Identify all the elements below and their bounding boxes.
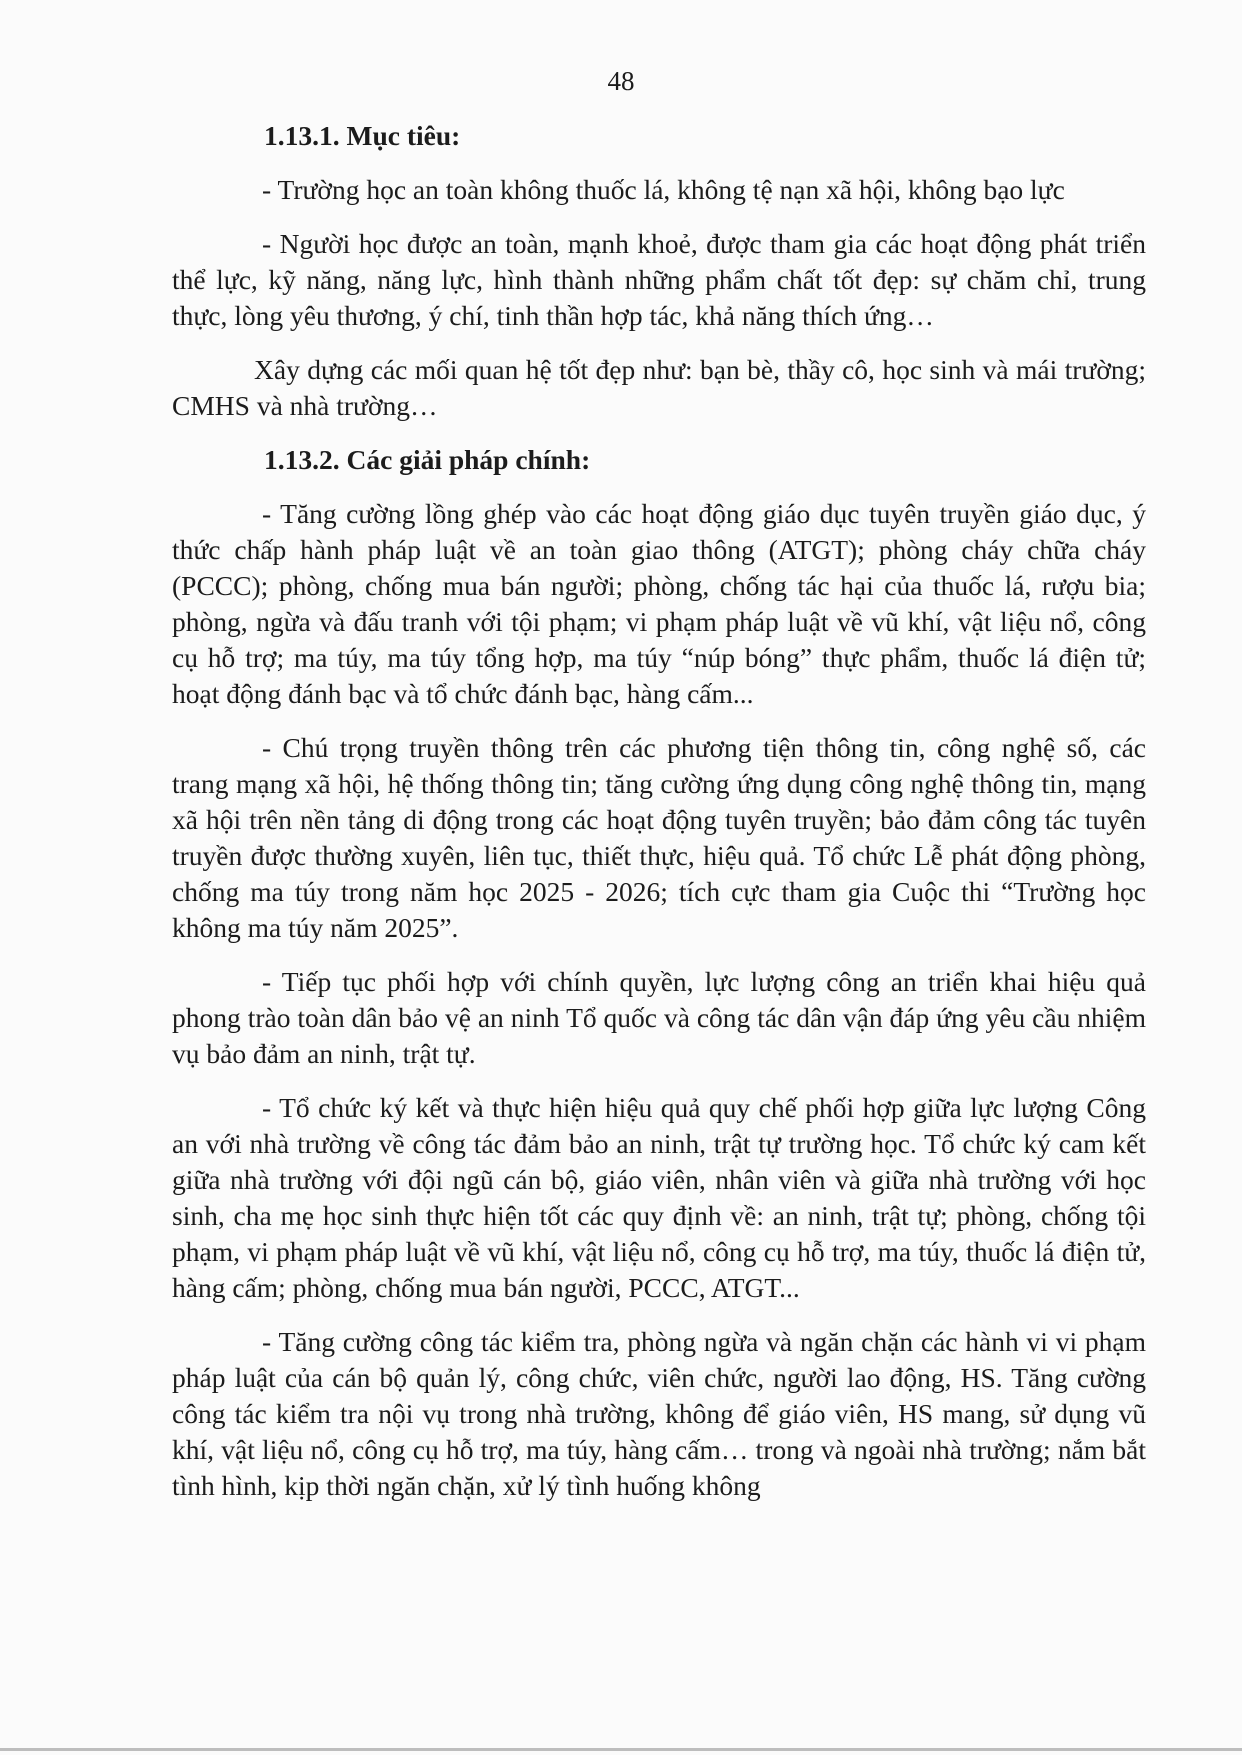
paragraph: - Chú trọng truyền thông trên các phương tiện thông tin, công nghệ số, các trang mạng xã hội, hệ thống thông tin; tăng cường ứng dụng công nghệ thông tin, mạng xã hội trên nền tảng di động trong các hoạt động tuyên truyền; bảo đảm công tác tuyên truyền được thường xuyên, liên tục, thiết thực, hiệu quả. Tổ chức Lễ phát động phòng, chống ma túy trong năm học 2025 - 2026; tích cực tham gia Cuộc thi “Trường học không ma túy năm 2025”. [172, 732, 1146, 943]
section-heading-objectives: 1.13.1. Mục tiêu: [264, 120, 461, 151]
scan-bottom-edge [0, 1748, 1242, 1751]
paragraph: - Tổ chức ký kết và thực hiện hiệu quả quy chế phối hợp giữa lực lượng Công an với nhà trường về công tác đảm bảo an ninh, trật tự trường học. Tổ chức ký cam kết giữa nhà trường với đội ngũ cán bộ, giáo viên, nhân viên và giữa nhà trường với học sinh, cha mẹ học sinh thực hiện tốt các quy định về: an ninh, trật tự; phòng, chống tội phạm, vi phạm pháp luật về vũ khí, vật liệu nổ, công cụ hỗ trợ, ma túy, thuốc lá điện tử, hàng cấm; phòng, chống mua bán người, PCCC, ATGT... [172, 1092, 1146, 1303]
paragraph: Xây dựng các mối quan hệ tốt đẹp như: bạn bè, thầy cô, học sinh và mái trường; CMHS và nhà trường… [172, 354, 1146, 421]
page-number: 48 [607, 66, 635, 96]
document-body [172, 118, 1146, 1522]
paragraph: - Tăng cường công tác kiểm tra, phòng ngừa và ngăn chặn các hành vi vi phạm pháp luật của cán bộ quản lý, công chức, viên chức, người lao động, HS. Tăng cường công tác kiểm tra nội vụ trong nhà trường, không để giáo viên, HS mang, sử dụng vũ khí, vật liệu nổ, công cụ hỗ trợ, ma túy, hàng cấm… trong và ngoài nhà trường; nắm bắt tình hình, kịp thời ngăn chặn, xử lý tình huống không [172, 1326, 1146, 1501]
section-heading-solutions: 1.13.2. Các giải pháp chính: [264, 444, 591, 475]
paragraph: - Tiếp tục phối hợp với chính quyền, lực lượng công an triển khai hiệu quả phong trào toàn dân bảo vệ an ninh Tổ quốc và công tác dân vận đáp ứng yêu cầu nhiệm vụ bảo đảm an ninh, trật tự. [172, 966, 1146, 1069]
paragraph: - Tăng cường lồng ghép vào các hoạt động giáo dục tuyên truyền giáo dục, ý thức chấp hành pháp luật về an toàn giao thông (ATGT); phòng cháy chữa cháy (PCCC); phòng, chống mua bán người; phòng, chống tác hại của thuốc lá, rượu bia; phòng, ngừa và đấu tranh với tội phạm; vi phạm pháp luật về vũ khí, vật liệu nổ, công cụ hỗ trợ; ma túy, ma túy tổng hợp, ma túy “núp bóng” thực phẩm, thuốc lá điện tử; hoạt động đánh bạc và tổ chức đánh bạc, hàng cấm... [172, 498, 1146, 709]
paragraph: - Người học được an toàn, mạnh khoẻ, được tham gia các hoạt động phát triển thể lực, kỹ năng, năng lực, hình thành những phẩm chất tốt đẹp: sự chăm chỉ, trung thực, lòng yêu thương, ý chí, tinh thần hợp tác, khả năng thích ứng… [172, 228, 1146, 331]
paragraph: - Trường học an toàn không thuốc lá, không tệ nạn xã hội, không bạo lực [262, 174, 1065, 205]
